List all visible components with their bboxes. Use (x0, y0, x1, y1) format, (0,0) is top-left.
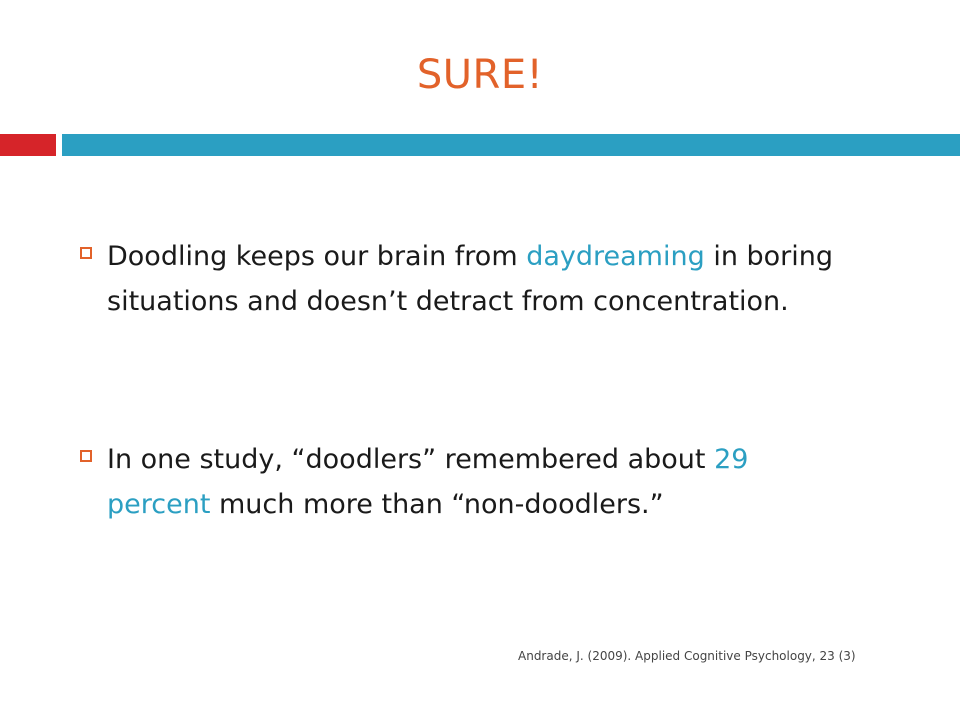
bullet-item (80, 234, 860, 324)
highlighted-term: daydreaming (526, 241, 705, 272)
bullet-text: Doodling keeps our brain from daydreaming in boring situations and doesn’t detract from concentration. (107, 241, 834, 317)
square-bullet-icon (80, 450, 92, 462)
square-bullet-icon (80, 247, 92, 259)
title-divider-blue (62, 134, 960, 156)
highlighted-term: 29 percent (107, 444, 749, 520)
bullet-text: In one study, “doodlers” remembered about 29 percent much more than “non-doodlers.” (107, 444, 749, 520)
slide-title: SURE! (416, 52, 544, 98)
bullet-item (80, 437, 860, 527)
citation: Andrade, J. (2009). Applied Cognitive Psychology, 23 (3) (518, 649, 856, 663)
title-divider-red (0, 134, 56, 156)
